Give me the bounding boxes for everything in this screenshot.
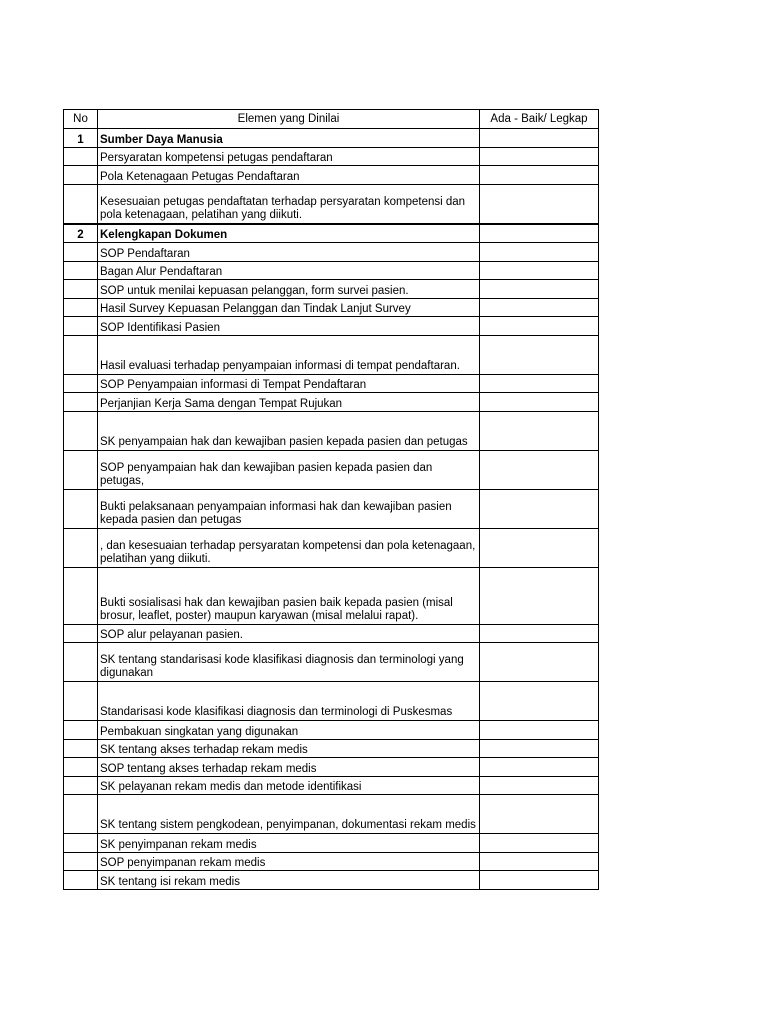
row-number: [64, 776, 98, 795]
row-number: [64, 795, 98, 834]
assessment-table: [63, 109, 599, 890]
status-cell[interactable]: [480, 758, 599, 777]
row-number: 1: [64, 129, 98, 148]
status-cell[interactable]: [480, 643, 599, 682]
status-cell[interactable]: [480, 739, 599, 758]
element-text: Persyaratan kompetensi petugas pendaftaran: [98, 147, 480, 166]
table-row: [64, 739, 599, 758]
table-row: [64, 643, 599, 682]
element-text: Bukti sosialisasi hak dan kewajiban pasien baik kepada pasien (misal brosur, leaflet, poster) maupun karyawan (misal melalui rapat).: [98, 567, 480, 624]
status-cell[interactable]: [480, 776, 599, 795]
element-text: , dan kesesuaian terhadap persyaratan kompetensi dan pola ketenagaan, pelatihan yang diikuti.: [98, 528, 480, 567]
row-number: [64, 280, 98, 299]
section-title: Kelengkapan Dokumen: [98, 224, 480, 243]
row-number: [64, 489, 98, 528]
table-row: [64, 528, 599, 567]
row-number: [64, 739, 98, 758]
section-title: Sumber Daya Manusia: [98, 129, 480, 148]
status-cell[interactable]: [480, 166, 599, 185]
header-no: No: [64, 110, 98, 129]
row-number: [64, 317, 98, 336]
header-row: [64, 110, 599, 129]
status-cell[interactable]: [480, 834, 599, 853]
row-number: [64, 852, 98, 871]
element-text: SK penyimpanan rekam medis: [98, 834, 480, 853]
element-text: SK tentang isi rekam medis: [98, 871, 480, 890]
table-row: [64, 280, 599, 299]
table-row: [64, 489, 599, 528]
element-text: SOP untuk menilai kepuasan pelanggan, form survei pasien.: [98, 280, 480, 299]
status-cell[interactable]: [480, 567, 599, 624]
row-number: [64, 411, 98, 450]
element-text: SOP penyampaian hak dan kewajiban pasien kepada pasien dan petugas,: [98, 450, 480, 489]
status-cell[interactable]: [480, 528, 599, 567]
status-cell[interactable]: [480, 335, 599, 374]
table-row: [64, 721, 599, 740]
status-cell[interactable]: [480, 243, 599, 262]
table-row: [64, 243, 599, 262]
element-text: Pola Ketenagaan Petugas Pendaftaran: [98, 166, 480, 185]
element-text: SK tentang sistem pengkodean, penyimpanan, dokumentasi rekam medis: [98, 795, 480, 834]
element-text: SK tentang standarisasi kode klasifikasi diagnosis dan terminologi yang digunakan: [98, 643, 480, 682]
table-row: [64, 834, 599, 853]
status-cell[interactable]: [480, 184, 599, 224]
element-text: SK penyampaian hak dan kewajiban pasien kepada pasien dan petugas: [98, 411, 480, 450]
element-text: Perjanjian Kerja Sama dengan Tempat Rujukan: [98, 393, 480, 412]
status-cell[interactable]: [480, 624, 599, 643]
status-cell[interactable]: [480, 795, 599, 834]
row-number: [64, 147, 98, 166]
status-cell[interactable]: [480, 261, 599, 280]
table-row: [64, 871, 599, 890]
status-cell[interactable]: [480, 317, 599, 336]
status-cell[interactable]: [480, 411, 599, 450]
element-text: SK pelayanan rekam medis dan metode identifikasi: [98, 776, 480, 795]
table-row: [64, 335, 599, 374]
table-row: [64, 184, 599, 224]
table-row: [64, 261, 599, 280]
element-text: Kesesuaian petugas pendaftatan terhadap persyaratan kompetensi dan pola ketenagaan, pelatihan yang diikuti.: [98, 184, 480, 224]
row-number: [64, 298, 98, 317]
status-cell: [480, 224, 599, 243]
row-number: [64, 393, 98, 412]
table-row: [64, 567, 599, 624]
status-cell[interactable]: [480, 721, 599, 740]
table-row: [64, 795, 599, 834]
status-cell[interactable]: [480, 871, 599, 890]
header-element: Elemen yang Dinilai: [98, 110, 480, 129]
status-cell[interactable]: [480, 450, 599, 489]
table-row: [64, 624, 599, 643]
status-cell[interactable]: [480, 682, 599, 721]
section-row: [64, 129, 599, 148]
row-number: [64, 450, 98, 489]
row-number: [64, 166, 98, 185]
element-text: SOP alur pelayanan pasien.: [98, 624, 480, 643]
element-text: SOP Pendaftaran: [98, 243, 480, 262]
row-number: [64, 758, 98, 777]
element-text: Standarisasi kode klasifikasi diagnosis dan terminologi di Puskesmas: [98, 682, 480, 721]
row-number: [64, 834, 98, 853]
status-cell[interactable]: [480, 147, 599, 166]
table-row: [64, 450, 599, 489]
table-row: [64, 758, 599, 777]
element-text: Hasil Survey Kepuasan Pelanggan dan Tindak Lanjut Survey: [98, 298, 480, 317]
element-text: SOP Penyampaian informasi di Tempat Pendaftaran: [98, 374, 480, 393]
row-number: [64, 643, 98, 682]
table-row: [64, 776, 599, 795]
element-text: SOP penyimpanan rekam medis: [98, 852, 480, 871]
row-number: [64, 721, 98, 740]
row-number: [64, 528, 98, 567]
table-row: [64, 147, 599, 166]
element-text: Hasil evaluasi terhadap penyampaian informasi di tempat pendaftaran.: [98, 335, 480, 374]
element-text: SOP Identifikasi Pasien: [98, 317, 480, 336]
status-cell[interactable]: [480, 393, 599, 412]
table-row: [64, 166, 599, 185]
table-row: [64, 298, 599, 317]
row-number: [64, 682, 98, 721]
row-number: [64, 243, 98, 262]
element-text: SOP tentang akses terhadap rekam medis: [98, 758, 480, 777]
table-row: [64, 682, 599, 721]
assessment-table-body: [64, 110, 599, 890]
status-cell[interactable]: [480, 298, 599, 317]
row-number: [64, 184, 98, 224]
element-text: Pembakuan singkatan yang digunakan: [98, 721, 480, 740]
row-number: [64, 335, 98, 374]
status-cell[interactable]: [480, 374, 599, 393]
element-text: SK tentang akses terhadap rekam medis: [98, 739, 480, 758]
section-row: [64, 224, 599, 243]
row-number: [64, 871, 98, 890]
row-number: [64, 261, 98, 280]
row-number: [64, 374, 98, 393]
element-text: Bagan Alur Pendaftaran: [98, 261, 480, 280]
status-cell[interactable]: [480, 489, 599, 528]
table-row: [64, 411, 599, 450]
status-cell[interactable]: [480, 852, 599, 871]
row-number: 2: [64, 224, 98, 243]
row-number: [64, 624, 98, 643]
table-row: [64, 852, 599, 871]
element-text: Bukti pelaksanaan penyampaian informasi hak dan kewajiban pasien kepada pasien dan petugas: [98, 489, 480, 528]
row-number: [64, 567, 98, 624]
status-cell: [480, 129, 599, 148]
table-row: [64, 374, 599, 393]
table-row: [64, 317, 599, 336]
table-row: [64, 393, 599, 412]
status-cell[interactable]: [480, 280, 599, 299]
header-status: Ada - Baik/ Legkap: [480, 110, 599, 129]
